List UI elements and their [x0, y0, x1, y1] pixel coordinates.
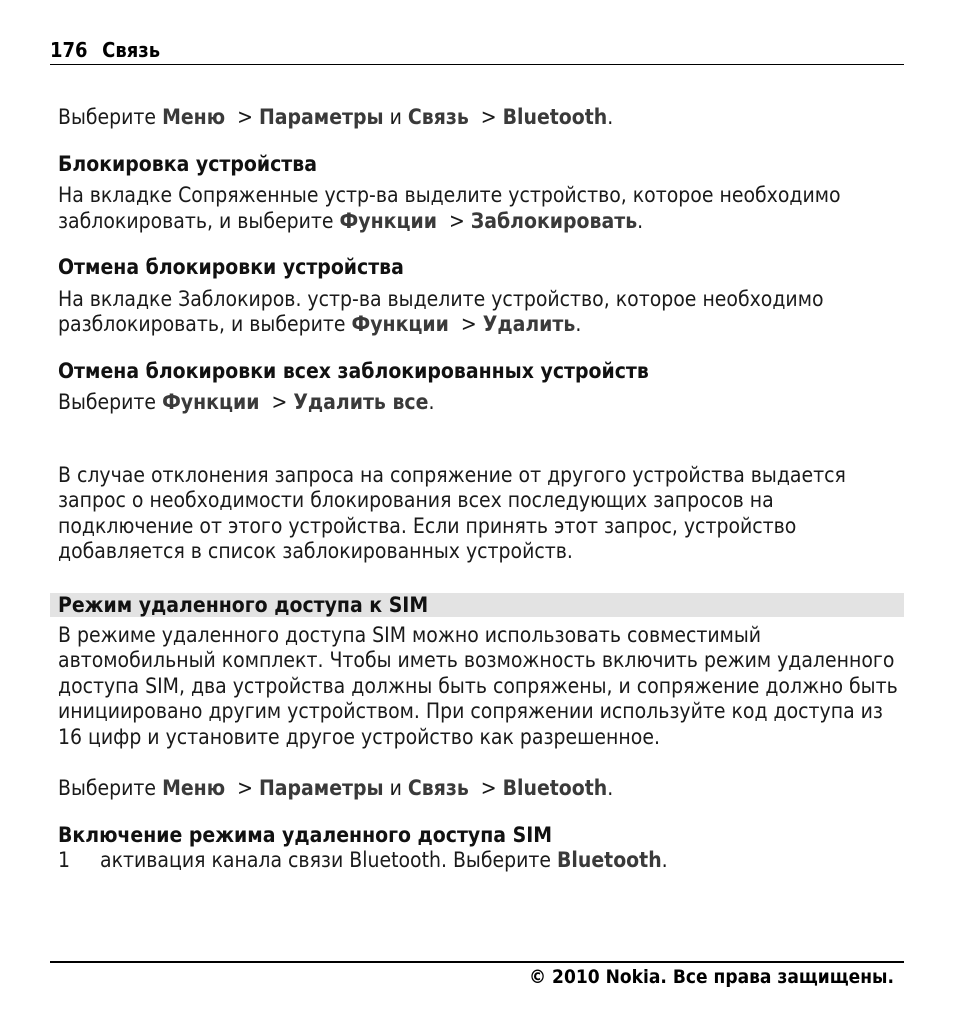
unblock-device-text: На вкладке Заблокиров. устр-ва выделите устройство, которое необходимо разблокировать, и выберите Функции > Удалить. — [58, 286, 824, 336]
functions-key: Функции — [339, 208, 437, 233]
separator: > — [237, 105, 253, 129]
block-key: Заблокировать — [470, 208, 638, 233]
link-key: Связь — [407, 105, 469, 129]
enable-steps — [58, 848, 904, 874]
main-content — [58, 105, 904, 874]
bluetooth-key: Bluetooth — [557, 848, 662, 872]
path-instruction-2: Выберите Меню > Параметры и Связь > Bluetooth. — [58, 776, 614, 800]
params-key: Параметры — [258, 105, 384, 129]
sim-section-heading: Режим удаленного доступа к SIM — [50, 593, 904, 617]
block-device-text: На вкладке Сопряженные устр-ва выделите устройство, которое необходимо заблокировать, и выберите Функции > Заблокировать. — [58, 183, 841, 233]
copyright-notice: © 2010 Nokia. Все права защищены. — [529, 966, 894, 988]
list-item: 1 активация канала связи Bluetooth. Выберите Bluetooth. — [58, 848, 668, 872]
block-device-title: Блокировка устройства — [58, 151, 317, 176]
bluetooth-key: Bluetooth — [502, 776, 608, 800]
functions-key: Функции — [351, 312, 449, 336]
enable-sim-title: Включение режима удаленного доступа SIM — [58, 822, 553, 847]
menu-key: Меню — [162, 105, 226, 129]
unblock-all-title: Отмена блокировки всех заблокированных устройств — [58, 358, 649, 383]
step-number: 1 — [58, 848, 71, 872]
page-number: 176 — [50, 38, 88, 62]
path-instruction-1: Выберите Меню > Параметры и Связь > Bluetooth. — [58, 105, 614, 129]
page-header — [50, 38, 904, 65]
bluetooth-key: Bluetooth — [502, 105, 608, 129]
header-section-title: Связь — [102, 38, 161, 62]
unblock-device-title: Отмена блокировки устройства — [58, 255, 404, 279]
menu-key: Меню — [162, 776, 226, 800]
link-key: Связь — [407, 776, 469, 800]
unblock-all-text: Выберите Функции > Удалить все. — [58, 390, 435, 414]
delete-key: Удалить — [482, 312, 576, 336]
page-footer — [50, 961, 904, 988]
functions-key: Функции — [162, 390, 260, 414]
separator: > — [480, 105, 497, 129]
params-key: Параметры — [258, 776, 384, 800]
delete-all-key: Удалить все — [293, 390, 429, 414]
sim-description: В режиме удаленного доступа SIM можно использовать совместимый автомобильный комплект. Чтобы иметь возможность включить режим удаленного доступа SIM, два устройства должны быть сопряжены, и сопряжение должно быть инициировано другим устройством. При сопряжении используйте код доступа из 16 цифр и установите другое устройство как разрешенное. — [58, 622, 898, 749]
reject-note: В случае отклонения запроса на сопряжение от другого устройства выдается запрос о необходимости блокирования всех последующих запросов на подключение от этого устройства. Если принять этот запрос, устройство добавляется в список заблокированных устройств. — [58, 462, 846, 563]
